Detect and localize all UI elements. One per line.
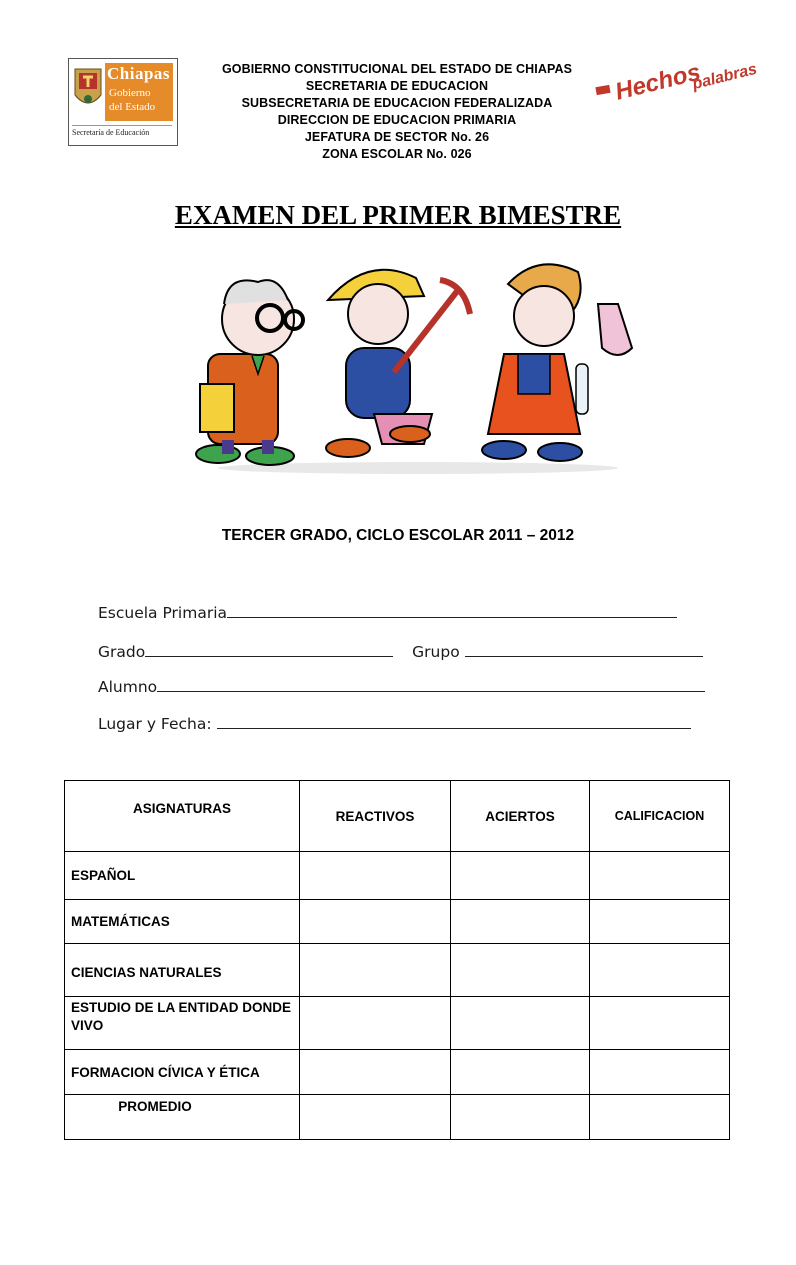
professor-figure [196,280,303,465]
student-label: Alumno [98,678,158,696]
institution-header [180,61,614,163]
school-field[interactable] [98,602,677,622]
slogan-text-palabras: palabras [690,60,759,94]
school-blank-line[interactable] [227,602,677,618]
table-row [65,852,730,900]
header-line: JEFATURA DE SECTOR No. 26 [304,130,490,144]
student-field[interactable] [98,676,705,696]
reactivos-cell[interactable] [300,1050,451,1095]
grade-group-field[interactable] [98,641,703,661]
calificacion-cell[interactable] [590,900,730,944]
school-label: Escuela Primaria [98,604,228,622]
calificacion-cell[interactable] [590,1050,730,1095]
place-date-blank-line[interactable] [217,713,691,729]
table-row [65,1050,730,1095]
grades-table [64,780,730,1140]
aciertos-cell[interactable] [451,1050,590,1095]
slogan-text-hechos: Hechos [612,58,704,106]
table-row [65,944,730,997]
chiapas-logo [68,58,178,146]
header-reactivos: REACTIVOS [300,781,451,852]
worker-figure [326,270,470,457]
subject-cell: ESPAÑOL [65,852,300,900]
subject-cell: FORMACION CÍVICA Y ÉTICA [65,1050,300,1095]
subject-cell: ESTUDIO DE LA ENTIDAD DONDE VIVO [65,997,300,1050]
table-header-row [65,781,730,852]
reactivos-cell[interactable] [300,900,451,944]
grade-blank-line[interactable] [145,641,393,657]
calificacion-cell[interactable] [590,997,730,1050]
place-date-field[interactable] [98,713,691,733]
aciertos-cell[interactable] [451,944,590,997]
coat-of-arms-icon [73,65,103,113]
reactivos-cell[interactable] [300,997,451,1050]
header-line: DIRECCION DE EDUCACION PRIMARIA [277,113,517,127]
logo-text-chiapas: Chiapas [107,64,171,83]
scientist-figure [482,264,632,461]
promedio-cell: PROMEDIO [65,1095,300,1140]
student-blank-line[interactable] [157,676,705,692]
header-line: SECRETARIA DE EDUCACION [305,79,489,93]
group-label: Grupo [412,643,460,661]
place-date-label: Lugar y Fecha: [98,715,212,733]
table-row [65,997,730,1050]
header-line: GOBIERNO CONSTITUCIONAL DEL ESTADO DE CHIAPAS [221,62,573,76]
header-line: SUBSECRETARIA DE EDUCACION FEDERALIZADA [241,96,553,110]
subject-cell: CIENCIAS NATURALES [65,944,300,997]
header-calificacion: CALIFICACION [590,781,730,852]
reactivos-cell[interactable] [300,1095,451,1140]
subject-cell: MATEMÁTICAS [65,900,300,944]
table-row [65,900,730,944]
reactivos-cell[interactable] [300,944,451,997]
header-line: ZONA ESCOLAR No. 026 [322,147,472,161]
page-title: EXAMEN DEL PRIMER BIMESTRE [174,200,622,230]
header-aciertos: ACIERTOS [451,781,590,852]
reactivos-cell[interactable] [300,852,451,900]
aciertos-cell[interactable] [451,997,590,1050]
aciertos-cell[interactable] [451,900,590,944]
logo-text-gobierno: Gobierno [109,87,151,99]
calificacion-cell[interactable] [590,1095,730,1140]
header-asignaturas: ASIGNATURAS [65,781,300,852]
grade-and-cycle: TERCER GRADO, CICLO ESCOLAR 2011 – 2012 [221,527,575,544]
calificacion-cell[interactable] [590,852,730,900]
group-blank-line[interactable] [465,641,703,657]
aciertos-cell[interactable] [451,1095,590,1140]
calificacion-cell[interactable] [590,944,730,997]
aciertos-cell[interactable] [451,852,590,900]
logo-text-del-estado: del Estado [109,101,156,113]
table-row [65,1095,730,1140]
cartoon-professionals-illustration [188,244,648,476]
grade-label: Grado [98,643,146,661]
hechos-slogan-logo [596,50,759,110]
logo-subtitle: Secretaría de Educación [72,125,172,137]
